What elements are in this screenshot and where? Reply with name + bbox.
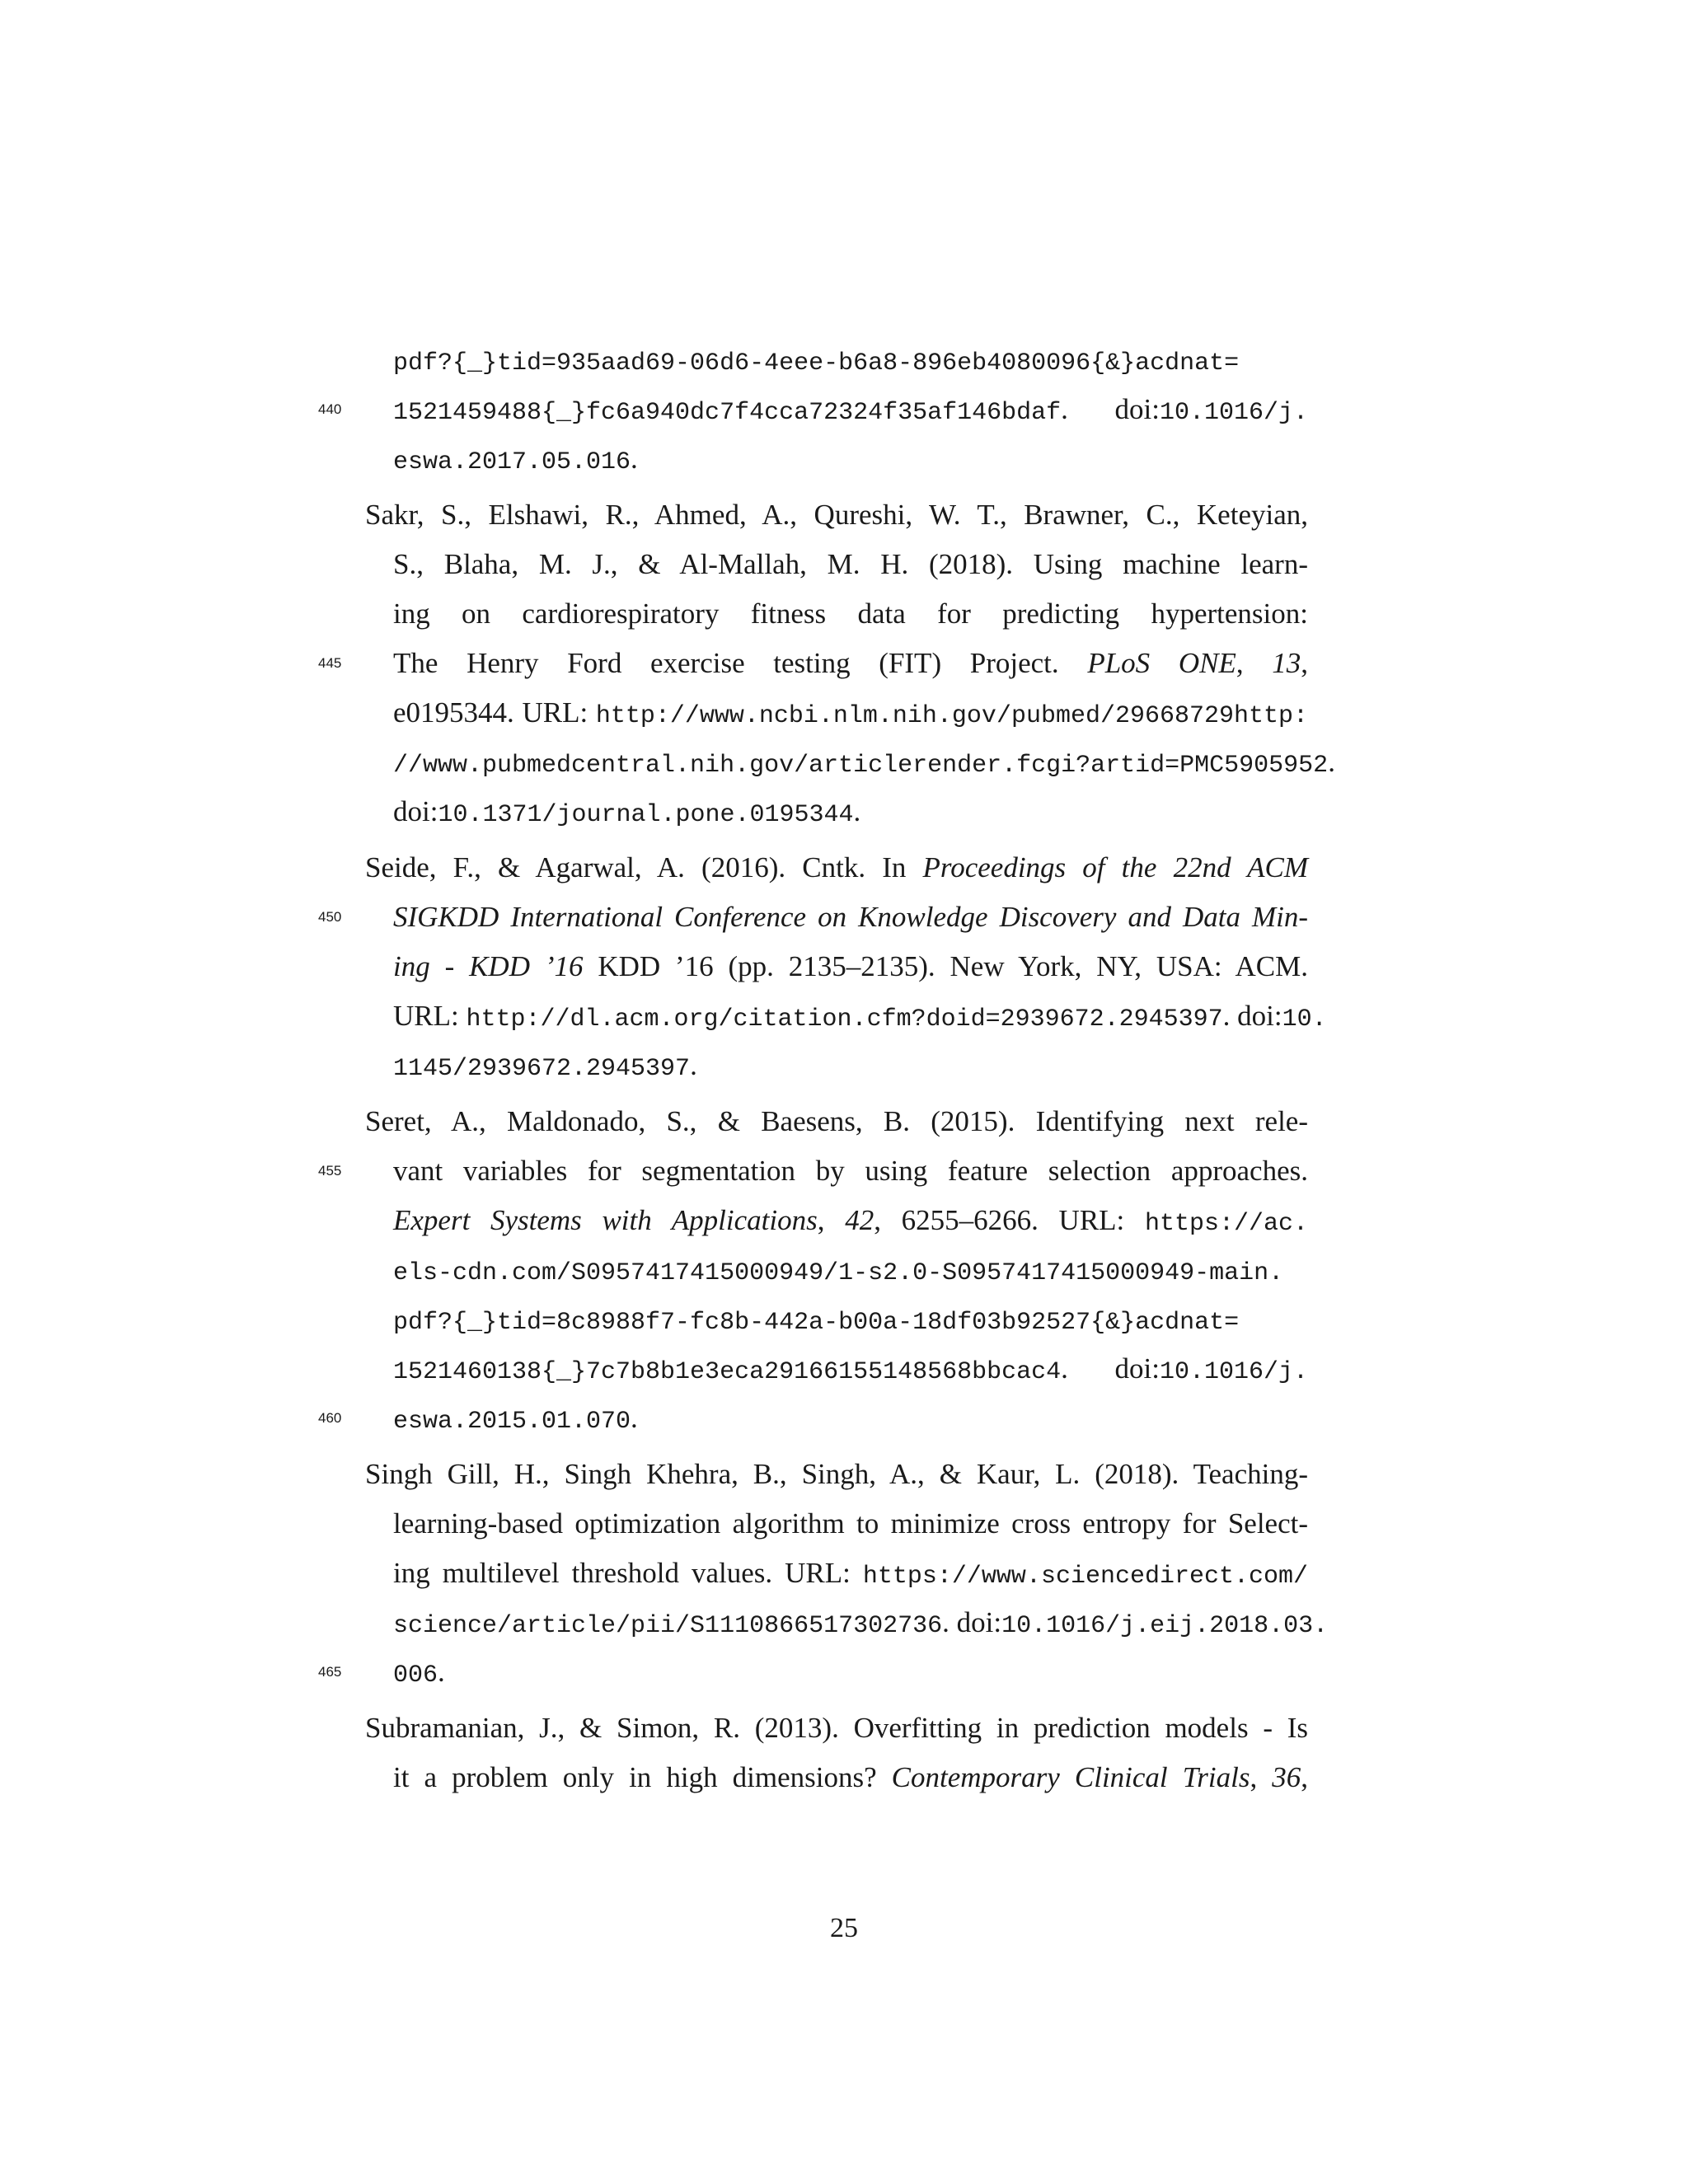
reference-line [393,744,1335,780]
line-number: 445 [318,655,342,671]
text-segment: learning-based optimization algorithm to minimize cross entropy for Select- [393,1507,1308,1540]
reference-line [393,391,1308,428]
text-segment: Seret, A., Maldonado, S., & Baesens, B. (2015). Identifying next rele- [365,1105,1308,1137]
monospace-text: science/article/pii/S1110866517302736 [393,1612,943,1640]
text-segment: KDD ’16 (pp. 2135–2135). New York, NY, USA: ACM. [583,950,1308,982]
monospace-text: eswa.2015.01.070 [393,1408,631,1436]
line-number: 455 [318,1163,342,1179]
italic-text: Expert Systems with Applications [393,1204,818,1236]
line-number: 440 [318,401,342,417]
text-segment: , 6255–6266. URL: [874,1204,1145,1236]
reference-line [393,441,1308,477]
italic-text: 13 [1272,647,1301,679]
italic-text: Proceedings of the 22nd ACM [922,851,1308,883]
text-segment: , [817,1204,846,1236]
text-segment: ing multilevel threshold values. URL: [393,1557,863,1589]
reference-line [393,1047,1308,1084]
italic-text: ing - KDD ’16 [393,950,584,982]
reference-line [393,1202,1308,1239]
monospace-text: pdf?{_}tid=935aad69-06d6-4eee-b6a8-896eb4080096{&}acdnat= [393,349,1240,377]
italic-text: 42 [845,1204,874,1236]
monospace-text: 10.1016/j. [1159,399,1308,427]
reference-line [393,1760,1308,1796]
reference-line [393,899,1308,935]
reference-line [393,1605,1329,1641]
text-segment: Singh Gill, H., Singh Khehra, B., Singh, A., & Kaur, L. (2018). Teaching- [365,1458,1308,1490]
reference-line [393,949,1308,985]
monospace-text: 1521459488{_}fc6a940dc7f4cca72324f35af146bdaf [393,399,1062,427]
text-segment: doi: [393,795,438,827]
monospace-text: els-cdn.com/S0957417415000949/1-s2.0-S0957417415000949-main. [393,1259,1284,1287]
text-segment: e0195344. URL: [393,696,596,729]
text-segment: it a problem only in high dimensions? [393,1761,892,1793]
monospace-text: http://www.ncbi.nlm.nih.gov/pubmed/29668729http: [595,702,1308,730]
reference-line [393,546,1308,583]
italic-text: 36 [1272,1761,1301,1793]
monospace-text: 10.1016/j.eij.2018.03. [1001,1612,1329,1640]
monospace-text: 1145/2939672.2945397 [393,1055,691,1083]
reference-line [365,497,1308,533]
monospace-text: 006 [393,1661,438,1690]
text-segment: . [1061,393,1115,425]
reference-line [393,1153,1308,1189]
reference-line [393,1351,1308,1387]
reference-line [393,645,1308,682]
text-segment: , [1301,1761,1309,1793]
text-segment: . [438,1656,445,1688]
text-segment: . [1328,746,1335,778]
reference-line [393,1400,1308,1436]
text-segment: Subramanian, J., & Simon, R. (2013). Overfitting in prediction models - Is [365,1712,1308,1744]
line-number: 460 [318,1410,342,1426]
text-segment: doi: [1114,1352,1160,1385]
reference-line [393,1506,1308,1542]
italic-text: PLoS ONE [1087,647,1236,679]
text-segment: Sakr, S., Elshawi, R., Ahmed, A., Qureshi, W. T., Brawner, C., Keteyian, [365,499,1308,531]
text-segment: . [1061,1352,1115,1385]
text-segment: . [631,443,638,475]
reference-line [393,998,1327,1034]
text-segment: . doi: [942,1606,1002,1638]
reference-line [365,1456,1308,1493]
text-segment: . doi: [1222,1000,1282,1032]
line-number: 450 [318,909,342,925]
reference-line [365,1104,1308,1140]
text-segment: . [690,1049,697,1081]
monospace-text: 1521460138{_}7c7b8b1e3eca29166155148568bbcac4 [393,1358,1062,1386]
monospace-text: //www.pubmedcentral.nih.gov/articlerender.fcgi?artid=PMC5905952 [393,752,1329,780]
text-segment: ing on cardiorespiratory fitness data for predicting hypertension: [393,598,1308,630]
text-segment: , [1250,1761,1273,1793]
reference-line [393,596,1308,632]
reference-line [365,1710,1308,1746]
reference-line [393,695,1308,731]
text-segment: . [853,795,861,827]
monospace-text: https://www.sciencedirect.com/ [862,1563,1308,1591]
monospace-text: pdf?{_}tid=8c8988f7-fc8b-442a-b00a-18df03b92527{&}acdnat= [393,1309,1240,1337]
reference-line [393,1654,1308,1690]
monospace-text: 10.1371/journal.pone.0195344 [438,801,854,829]
monospace-text: eswa.2017.05.016 [393,448,631,476]
monospace-text: https://ac. [1144,1210,1309,1238]
line-number: 465 [318,1664,342,1680]
italic-text: Contemporary Clinical Trials [891,1761,1250,1793]
monospace-text: 10. [1282,1005,1327,1033]
text-segment: Seide, F., & Agarwal, A. (2016). Cntk. In [365,851,923,883]
page-number: 25 [830,1913,858,1943]
text-segment: vant variables for segmentation by using feature selection approaches. [393,1155,1308,1187]
reference-line [393,1301,1308,1338]
reference-line [393,794,1308,830]
text-segment: , [1301,647,1308,679]
reference-line [393,1252,1308,1288]
monospace-text: http://dl.acm.org/citation.cfm?doid=2939672.2945397 [466,1005,1223,1033]
text-segment: . [631,1402,638,1434]
text-segment: S., Blaha, M. J., & Al-Mallah, M. H. (2018). Using machine learn- [393,548,1308,580]
monospace-text: 10.1016/j. [1159,1358,1308,1386]
italic-text: SIGKDD International Conference on Knowledge Discovery and Data Min- [393,901,1308,933]
reference-line [393,342,1308,378]
text-segment: The Henry Ford exercise testing (FIT) Project. [393,647,1088,679]
text-segment: , [1236,647,1273,679]
reference-line [365,850,1308,886]
text-segment: URL: [393,1000,467,1032]
reference-line [393,1555,1308,1591]
text-segment: doi: [1114,393,1160,425]
